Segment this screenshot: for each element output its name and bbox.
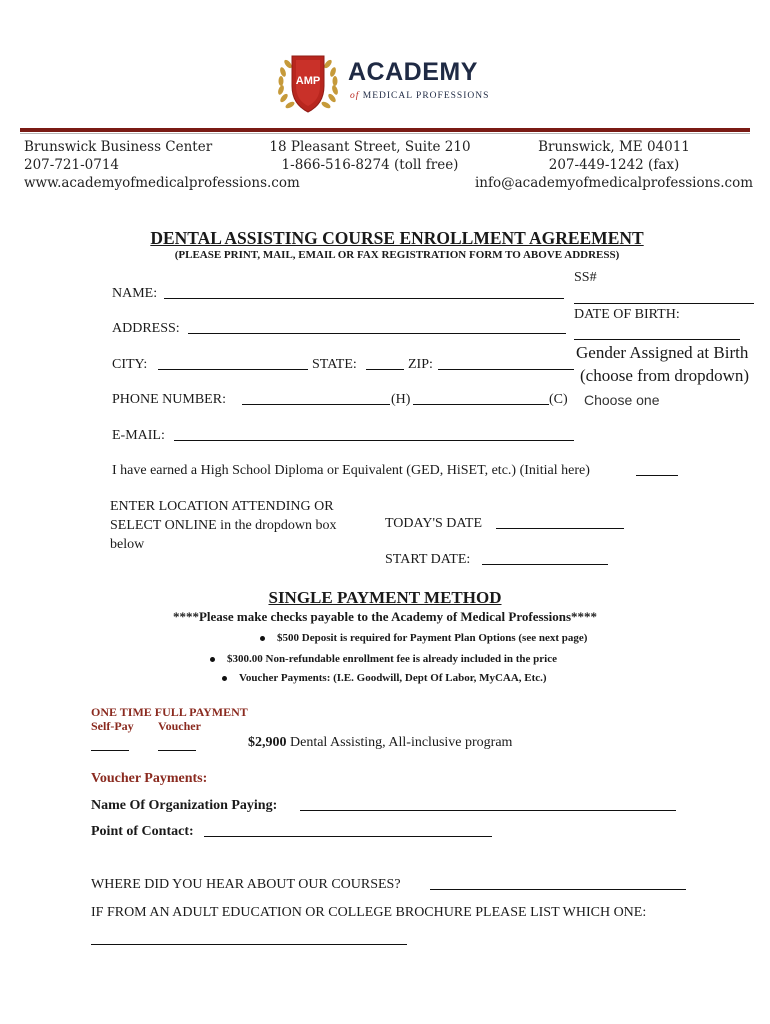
city-field[interactable] xyxy=(158,356,308,370)
gender-label-2: (choose from dropdown) xyxy=(580,366,750,385)
payment-heading: SINGLE PAYMENT METHOD xyxy=(268,588,502,607)
start-date-field[interactable] xyxy=(482,551,608,565)
contact-center xyxy=(260,138,480,174)
self-pay-label: Self-Pay xyxy=(91,719,134,733)
dob-label: DATE OF BIRTH: xyxy=(574,307,680,322)
start-date-label: START DATE: xyxy=(385,552,471,567)
city-label: CITY: xyxy=(112,357,148,372)
header-divider-thin xyxy=(20,133,750,134)
diploma-statement: I have earned a High School Diploma or Equivalent (GED, HiSET, etc.) (Initial here) xyxy=(112,463,590,478)
page-title: DENTAL ASSISTING COURSE ENROLLMENT AGREEMENT xyxy=(150,228,644,248)
contact-email: info@academyofmedicalprofessions.com xyxy=(474,175,754,191)
phone-label: PHONE NUMBER: xyxy=(112,392,226,407)
logo xyxy=(272,48,502,118)
bullet-deposit: $500 Deposit is required for Payment Plan Options (see next page) xyxy=(260,632,587,644)
program-price: $2,900 Dental Assisting, All-inclusive program xyxy=(248,735,513,750)
contact-left xyxy=(24,138,300,192)
location-instructions: ENTER LOCATION ATTENDING OR SELECT ONLINE in the dropdown box below xyxy=(110,499,337,552)
phone-cell-label: (C) xyxy=(549,392,568,407)
laurel-shield-icon xyxy=(272,48,344,118)
gender-label-1: Gender Assigned at Birth xyxy=(576,343,749,362)
voucher-heading: Voucher Payments: xyxy=(91,771,208,786)
state-label: STATE: xyxy=(312,357,357,372)
bullet-icon xyxy=(260,636,265,641)
logo-badge-text: AMP xyxy=(295,75,321,87)
bullet-enrollment-fee: $300.00 Non-refundable enrollment fee is already included in the price xyxy=(210,653,557,665)
hear-about-field[interactable] xyxy=(430,876,686,890)
ss-field[interactable] xyxy=(574,290,754,304)
one-time-label: ONE TIME FULL PAYMENT xyxy=(91,705,248,719)
bullet-voucher: Voucher Payments: (I.E. Goodwill, Dept Of Labor, MyCAA, Etc.) xyxy=(222,672,547,684)
logo-tagline: of MEDICAL PROFESSIONS xyxy=(350,91,490,101)
voucher-field[interactable] xyxy=(158,737,196,751)
phone-home-label: (H) xyxy=(391,392,411,407)
contact-label: Point of Contact: xyxy=(91,824,194,839)
zip-field[interactable] xyxy=(438,356,574,370)
contact-field[interactable] xyxy=(204,823,492,837)
voucher-label: Voucher xyxy=(158,719,201,733)
gender-select[interactable]: Choose one xyxy=(584,392,660,408)
self-pay-field[interactable] xyxy=(91,737,129,751)
name-field[interactable] xyxy=(164,285,564,299)
contact-tollfree: 1-866-516-8274 (toll free) xyxy=(281,157,459,173)
org-field[interactable] xyxy=(300,797,676,811)
address-label: ADDRESS: xyxy=(112,321,180,336)
logo-name: ACADEMY xyxy=(348,58,478,86)
contact-fax: 207-449-1242 (fax) xyxy=(548,157,680,173)
dob-field[interactable] xyxy=(574,326,740,340)
phone-cell-field[interactable] xyxy=(413,391,549,405)
checks-note: ****Please make checks payable to the Academy of Medical Professions**** xyxy=(172,609,598,624)
email-field[interactable] xyxy=(174,427,574,441)
contact-website: www.academyofmedicalprofessions.com xyxy=(24,175,300,191)
todays-date-field[interactable] xyxy=(496,515,624,529)
diploma-initial-field[interactable] xyxy=(636,462,678,476)
contact-street: 18 Pleasant Street, Suite 210 xyxy=(269,139,471,155)
contact-phone: 207-721-0714 xyxy=(24,157,120,173)
todays-date-label: TODAY'S DATE xyxy=(385,516,483,531)
bullet-icon xyxy=(222,676,227,681)
contact-city: Brunswick, ME 04011 xyxy=(538,139,690,155)
header-divider xyxy=(20,128,750,132)
org-label: Name Of Organization Paying: xyxy=(91,798,278,813)
contact-business-center: Brunswick Business Center xyxy=(24,139,213,155)
brochure-label: IF FROM AN ADULT EDUCATION OR COLLEGE BROCHURE PLEASE LIST WHICH ONE: xyxy=(91,905,647,920)
contact-right xyxy=(470,138,758,192)
email-label: E-MAIL: xyxy=(112,428,165,443)
zip-label: ZIP: xyxy=(408,357,433,372)
name-label: NAME: xyxy=(112,286,158,301)
ss-label: SS# xyxy=(574,270,597,285)
address-field[interactable] xyxy=(188,320,566,334)
page-subtitle: (PLEASE PRINT, MAIL, EMAIL OR FAX REGISTRATION FORM TO ABOVE ADDRESS) xyxy=(174,249,620,261)
phone-home-field[interactable] xyxy=(242,391,390,405)
brochure-field[interactable] xyxy=(91,931,407,945)
state-field[interactable] xyxy=(366,356,404,370)
hear-about-label: WHERE DID YOU HEAR ABOUT OUR COURSES? xyxy=(91,877,401,892)
bullet-icon xyxy=(210,657,215,662)
